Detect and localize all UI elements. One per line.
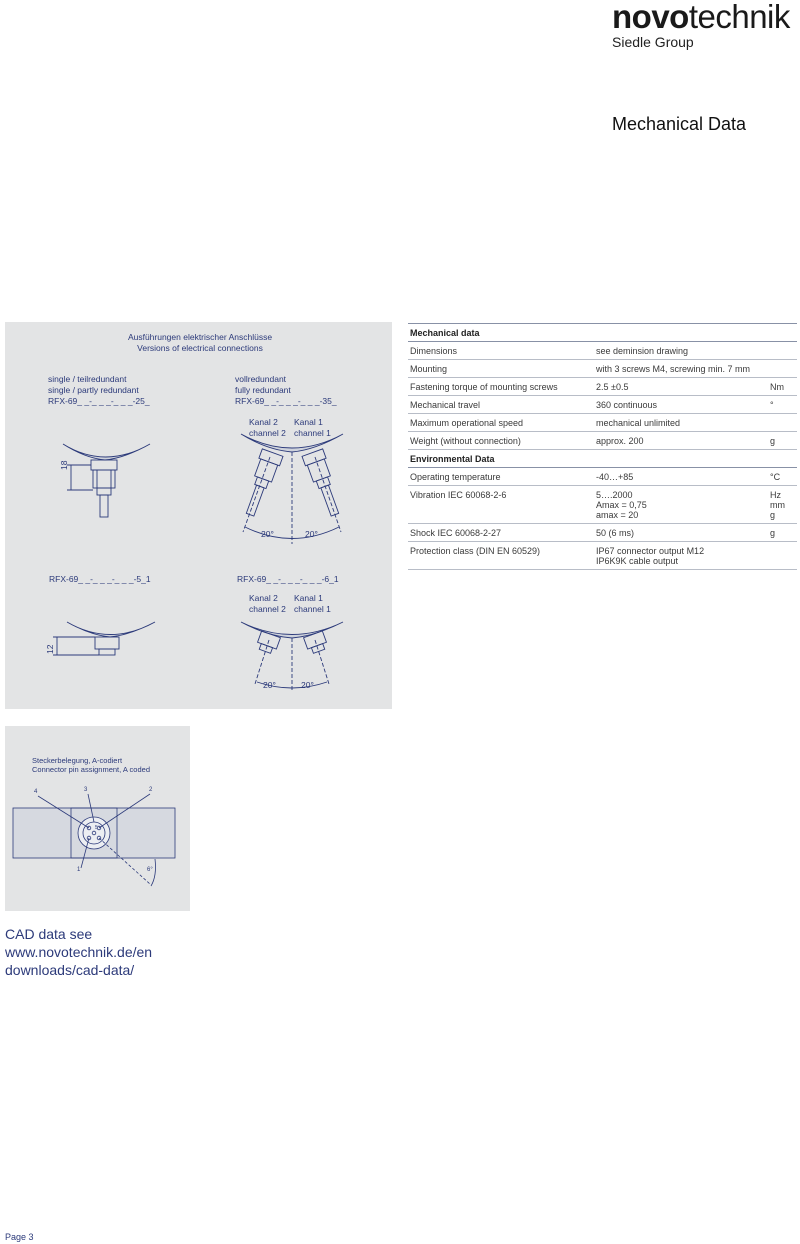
row-unit	[768, 378, 797, 396]
pin-label-5: 5	[95, 825, 98, 831]
row-unit	[768, 342, 797, 360]
section-header-label: Mechanical data	[408, 324, 797, 342]
drawing-single-connector	[53, 622, 155, 655]
pin-title	[32, 756, 150, 774]
row-label: Mechanical travel	[408, 396, 594, 414]
channel-2-label	[249, 417, 286, 439]
row-value-line: amax = 20	[596, 510, 639, 520]
single-model: RFX-69_ _-_ _ _-_ _ _-25_	[48, 396, 150, 406]
row-value-line: Amax = 0,75	[596, 500, 647, 510]
channel-1-label-bottom	[294, 593, 331, 615]
row-label: Shock IEC 60068-2-27	[408, 524, 594, 542]
cad-note	[5, 925, 152, 979]
row-value	[594, 486, 768, 524]
section-title: Mechanical Data	[612, 114, 747, 134]
cad-line-3: downloads/cad-data/	[5, 962, 135, 978]
section-header-label: Environmental Data	[408, 450, 797, 468]
table-row	[408, 542, 797, 570]
kanal-2-text: Kanal 2	[249, 417, 278, 427]
row-unit-line: g	[770, 436, 776, 446]
redundant-connector-model: RFX-69_ _-_ _ _-_ _ _-6_1	[237, 574, 339, 584]
row-value-line: 360 continuous	[596, 400, 658, 410]
table-row	[408, 432, 797, 450]
connections-title-de: Ausführungen elektrischer Anschlüsse	[127, 332, 273, 342]
row-unit	[768, 468, 797, 486]
table-row	[408, 342, 797, 360]
kanal-1-text: Kanal 1	[294, 417, 323, 427]
table-row	[408, 378, 797, 396]
row-value	[594, 378, 768, 396]
drawing-redundant-cable	[240, 434, 346, 544]
table-row	[408, 360, 797, 378]
row-value-line: 2.5 ±0.5	[596, 382, 629, 392]
drawing-single-cable	[63, 444, 150, 517]
angle-left-bottom: 20°	[263, 680, 276, 690]
row-unit-line: Hz	[770, 490, 781, 500]
cad-line-1: CAD data see	[5, 926, 93, 942]
redundant-caption-de: vollredundant	[235, 374, 287, 384]
mechanical-data-table-body	[408, 324, 797, 570]
row-value-line: IP6K9K cable output	[596, 556, 679, 566]
dimension-12: 12	[45, 644, 55, 654]
row-value	[594, 414, 768, 432]
row-value	[594, 468, 768, 486]
row-value	[594, 542, 768, 570]
angle-right-bottom: 20°	[301, 680, 314, 690]
electrical-connections-panel	[5, 322, 392, 709]
row-label: Mounting	[408, 360, 594, 378]
pin-label-2: 2	[149, 787, 153, 793]
row-value-line: approx. 200	[596, 436, 644, 446]
cad-link[interactable]: www.novotechnik.de/en	[5, 944, 153, 960]
table-row	[408, 468, 797, 486]
row-value	[594, 524, 768, 542]
kanal-1-text-bottom: Kanal 1	[294, 593, 323, 603]
row-value-line: IP67 connector output M12	[596, 546, 705, 556]
brand-wordmark-bold: novo	[612, 0, 689, 35]
row-unit	[768, 432, 797, 450]
row-unit	[768, 542, 797, 570]
channel-2-label-bottom	[249, 593, 286, 615]
row-value-line: -40…+85	[596, 472, 634, 482]
mechanical-data-table	[408, 323, 797, 570]
row-unit	[768, 360, 797, 378]
row-unit-line: Nm	[770, 382, 784, 392]
table-row	[408, 396, 797, 414]
pin-title-de: Steckerbelegung, A-codiert	[32, 756, 123, 765]
brand-wordmark-light: technik	[688, 0, 790, 35]
connections-title-en: Versions of electrical connections	[137, 343, 263, 353]
single-caption	[48, 374, 150, 407]
channel-1-text-bottom: channel 1	[294, 604, 331, 614]
kanal-2-text-bottom: Kanal 2	[249, 593, 278, 603]
row-unit-line: mm	[770, 500, 785, 510]
row-label: Weight (without connection)	[408, 432, 594, 450]
row-value	[594, 432, 768, 450]
angle-right-top: 20°	[305, 529, 318, 539]
dimension-18: 18	[59, 460, 69, 470]
table-section-header	[408, 450, 797, 468]
row-value	[594, 396, 768, 414]
row-unit	[768, 524, 797, 542]
row-unit	[768, 486, 797, 524]
pin-assignment-panel	[5, 726, 190, 911]
table-section-header	[408, 324, 797, 342]
row-label: Operating temperature	[408, 468, 594, 486]
row-unit-line: °C	[770, 472, 781, 482]
pin-title-en: Connector pin assignment, A coded	[32, 765, 150, 774]
row-unit-line: °	[770, 400, 774, 410]
angle-left-top: 20°	[261, 529, 274, 539]
row-unit	[768, 396, 797, 414]
brand-logo	[612, 0, 790, 50]
single-connector-model: RFX-69_ _-_ _ _-_ _ _-5_1	[49, 574, 151, 584]
pin-label-4: 4	[34, 789, 38, 795]
single-caption-de: single / teilredundant	[48, 374, 127, 384]
pin-assignment-drawing	[5, 726, 190, 911]
row-value-line: see deminsion drawing	[596, 346, 689, 356]
redundant-model: RFX-69_ _-_ _ _-_ _ _-35_	[235, 396, 337, 406]
table-row	[408, 486, 797, 524]
row-value-line: 50 (6 ms)	[596, 528, 635, 538]
row-unit-line: g	[770, 510, 776, 520]
page-number: Page 3	[5, 1232, 34, 1242]
connections-title	[100, 332, 300, 354]
row-value	[594, 360, 768, 378]
brand-wordmark	[612, 0, 790, 34]
row-unit	[768, 414, 797, 432]
single-caption-en: single / partly redundant	[48, 385, 139, 395]
row-label: Vibration IEC 60068-2-6	[408, 486, 594, 524]
redundant-caption-en: fully redundant	[235, 385, 291, 395]
row-value-line: with 3 screws M4, screwing min. 7 mm	[596, 364, 751, 374]
row-label: Dimensions	[408, 342, 594, 360]
table-row	[408, 524, 797, 542]
pin-label-1: 1	[77, 867, 81, 873]
pin-angle-label: 6°	[147, 867, 153, 873]
brand-subtitle: Siedle Group	[612, 34, 694, 50]
row-value-line: 5….2000	[596, 490, 633, 500]
channel-1-text: channel 1	[294, 428, 331, 438]
channel-1-label	[294, 417, 331, 439]
channel-2-text-bottom: channel 2	[249, 604, 286, 614]
redundant-caption	[235, 374, 337, 407]
pin-label-3: 3	[84, 787, 88, 793]
row-value-line: mechanical unlimited	[596, 418, 681, 428]
row-label: Protection class (DIN EN 60529)	[408, 542, 594, 570]
row-label: Maximum operational speed	[408, 414, 594, 432]
row-value	[594, 342, 768, 360]
channel-2-text: channel 2	[249, 428, 286, 438]
drawing-redundant-connector	[241, 622, 343, 692]
row-label: Fastening torque of mounting screws	[408, 378, 594, 396]
row-unit-line: g	[770, 528, 776, 538]
table-row	[408, 414, 797, 432]
